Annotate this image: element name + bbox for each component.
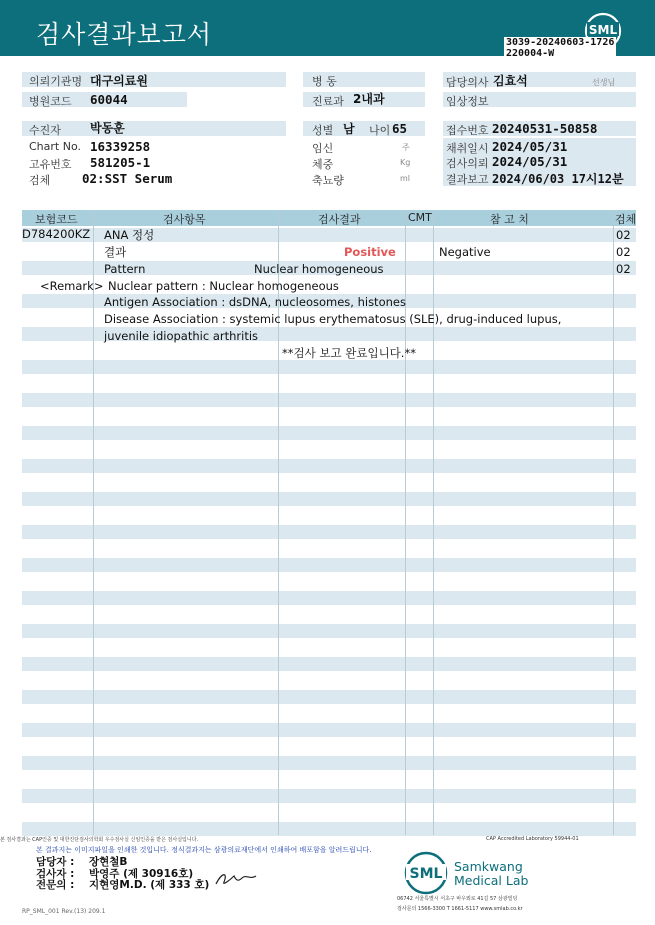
header-result: 검사결과 [318, 213, 361, 226]
table-stripe [22, 657, 636, 671]
sex-value: 남 [343, 122, 355, 136]
row-reference: Negative [439, 245, 491, 259]
doctor-value: 김효석 [493, 74, 528, 88]
logo-text: SML [588, 23, 618, 37]
dept-value: 2내과 [353, 92, 385, 106]
form-code: RP_SML_001 Rev.(13) 209.1 [22, 908, 106, 915]
image-notice: 본 결과지는 이미지파일을 인쇄한 것입니다. 정식결과지는 삼광의료재단에서 인쇄하여 배포함을 알려드립니다. [36, 846, 372, 854]
receipt-label: 접수번호 [446, 124, 489, 137]
specimen-label: 검체 [29, 174, 51, 187]
column-divider [433, 210, 434, 835]
specimen-value: 02:SST Serum [82, 171, 173, 186]
institution-value: 대구의료원 [90, 74, 148, 88]
table-stripe [22, 756, 636, 770]
header-test-item: 검사항목 [163, 213, 206, 226]
collect-label: 채취일시 [446, 142, 489, 155]
remark-line: Nuclear pattern : Nuclear homogeneous [108, 279, 339, 293]
row-specimen: 02 [616, 262, 631, 276]
row-code: D784200KZ [22, 227, 91, 241]
reporter-label: 담당자 : [36, 856, 75, 868]
cap-note: 본 검사결과는 CAP인증 및 대한진단검사의학회 우수검사실 신임인증을 받은 검사실입니다. [0, 837, 199, 843]
info-box [22, 121, 286, 136]
table-stripe [22, 591, 636, 605]
report-label: 결과보고 [446, 173, 489, 186]
column-divider [613, 210, 614, 835]
table-stripe [22, 426, 636, 440]
age-label: 나이 [369, 124, 391, 137]
company-line1: Samkwang [454, 859, 523, 874]
header-cmt: CMT [408, 211, 432, 224]
table-stripe [22, 360, 636, 374]
id-label: 고유번호 [29, 158, 72, 171]
examiner-label: 검사자 : [36, 868, 75, 880]
urine-unit: ml [400, 174, 411, 183]
company-contact: 검사문의 1566-3300 T 1661-5117 www.smlab.co.kr [397, 906, 523, 912]
report-number-line2: 220004-W [506, 48, 555, 59]
company-name [454, 860, 528, 888]
collect-value: 2024/05/31 [492, 139, 568, 154]
table-stripe [22, 558, 636, 572]
company-address: 06742 서울특별시 서초구 바우뫼로 41길 57 삼광빌딩 [397, 896, 518, 902]
page-title: 검사결과보고서 [36, 20, 213, 49]
row-specimen: 02 [616, 228, 631, 242]
table-stripe [22, 723, 636, 737]
signature-icon [214, 868, 258, 888]
table-stripe [22, 525, 636, 539]
patient-label: 수진자 [29, 124, 61, 137]
receipt-value: 20240531-50858 [492, 121, 598, 136]
table-stripe [22, 624, 636, 638]
samkwang-logo-icon [404, 851, 448, 895]
completion-note: **검사 보고 완료입니다.** [282, 346, 416, 360]
table-stripe [22, 690, 636, 704]
footer-logo-text: SML [409, 866, 443, 882]
header-specimen: 검체 [615, 213, 637, 226]
doctor-label: 담당의사 [446, 76, 489, 89]
hospital-code-label: 병원코드 [29, 95, 72, 108]
dept-label: 진료과 [312, 95, 344, 108]
specialist-label: 전문의 : [36, 879, 75, 891]
cap-number: CAP Accredited Laboratory 59944-01 [486, 836, 579, 842]
report-number [504, 37, 616, 59]
hospital-code-value: 60044 [90, 92, 128, 107]
reporter-value: 장현철B [89, 856, 128, 868]
urine-label: 축뇨량 [312, 174, 344, 187]
table-stripe [22, 459, 636, 473]
row-specimen: 02 [616, 245, 631, 259]
remark-line: Disease Association : systemic lupus erythematosus (SLE), drug-induced lupus, [104, 312, 562, 326]
row-item: ANA 정성 [104, 228, 155, 242]
clinical-label: 임상정보 [446, 95, 489, 108]
remark-line: Antigen Association : dsDNA, nucleosomes, histones [104, 295, 406, 309]
weight-unit: Kg [400, 158, 411, 167]
table-stripe [22, 393, 636, 407]
header-insurance-code: 보험코드 [35, 213, 78, 226]
request-label: 검사의뢰 [446, 157, 489, 170]
report-value: 2024/06/03 17시12분 [492, 172, 624, 186]
ward-label: 병 동 [312, 75, 337, 88]
weight-label: 체중 [312, 158, 334, 171]
company-line2: Medical Lab [454, 873, 529, 888]
table-stripe [22, 492, 636, 506]
row-item: Pattern [104, 262, 146, 276]
doctor-suffix: 선생님 [592, 78, 616, 87]
chart-label: Chart No. [29, 140, 81, 153]
row-result: Nuclear homogeneous [254, 262, 384, 276]
pregnancy-unit: 주 [402, 143, 410, 152]
examiner-value: 박영주 (제 30916호) [89, 868, 194, 880]
row-item: 결과 [104, 245, 127, 259]
report-number-line1: 3039-20240603-1726 [506, 37, 615, 48]
column-divider [93, 210, 94, 835]
remark-tag: <Remark> [40, 279, 104, 293]
header-reference: 참 고 치 [490, 213, 529, 226]
request-value: 2024/05/31 [492, 154, 568, 169]
table-stripe [22, 822, 636, 836]
pregnancy-label: 임신 [312, 142, 334, 155]
patient-value: 박동훈 [90, 121, 125, 135]
remark-line: juvenile idiopathic arthritis [104, 329, 259, 343]
institution-label: 의뢰기관명 [29, 75, 83, 88]
table-stripe [22, 789, 636, 803]
specialist-value: 지현영M.D. (제 333 호) [89, 879, 210, 891]
chart-value: 16339258 [90, 139, 151, 154]
age-value: 65 [392, 121, 408, 136]
result-positive: Positive [344, 245, 396, 259]
sex-label: 성별 [312, 124, 334, 137]
id-value: 581205-1 [90, 155, 151, 170]
